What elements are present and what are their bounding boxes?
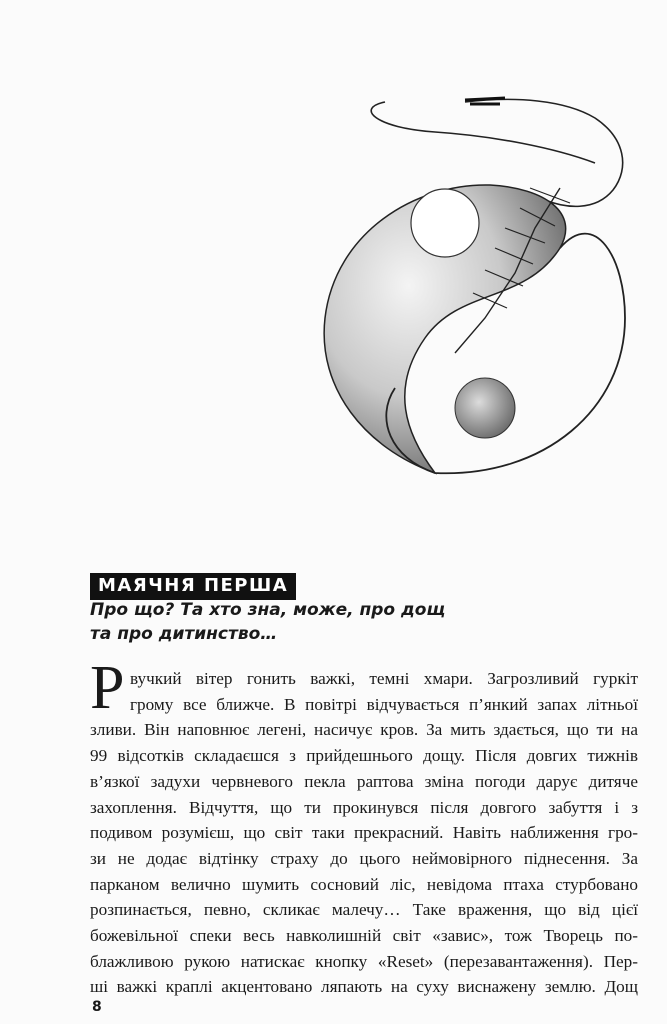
text-line: 99 відсотків складаєшся з прийдешнього дощу. Після довгих тижнів bbox=[90, 746, 638, 766]
text-line: подивом розумієш, що світ таки прекрасний. Навіть наближення гро- bbox=[90, 823, 638, 843]
drop-cap: Р bbox=[90, 654, 125, 722]
subtitle-line: Про що? Та хто зна, може, про дощ bbox=[90, 600, 446, 620]
text-line: грому все ближче. В повітрі відчувається п’янкий запах літньої bbox=[130, 694, 638, 714]
yin-light-dot bbox=[411, 189, 479, 257]
text-line: в’язкої задухи червневого пекла раптова зміна погоди дарує дитяче bbox=[90, 771, 638, 791]
text-line: захоплення. Відчуття, що ти прокинувся після довгого забуття і з bbox=[90, 797, 638, 817]
text-line: зливи. Він наповнює легені, насичує кров. За мить здається, що ти на bbox=[90, 720, 638, 740]
text-line: зи не додає відтінку страху до цього неймовірного піднесення. За bbox=[90, 848, 638, 868]
text-line: вучкий вітер гонить важкі, темні хмари. Загрозливий гуркіт bbox=[130, 669, 638, 688]
text-line: божевільної спеки весь навколишній світ «завис», тож Творець по- bbox=[90, 926, 638, 946]
yang-dark-dot bbox=[455, 378, 515, 438]
text-line: ші важкі краплі акцентовано ляпають на суху виснажену землю. Дощ bbox=[90, 977, 638, 997]
text-line: розпинається, певно, скликає малечу… Таке враження, що від цієї bbox=[90, 900, 638, 920]
text-line: парканом велично шумить сосновий ліс, невідома птаха стурбовано bbox=[90, 874, 638, 894]
page-number: 8 bbox=[92, 999, 102, 1015]
subtitle-line: та про дитинство… bbox=[90, 624, 278, 644]
chapter-subtitle bbox=[90, 598, 610, 646]
yin-yang-illustration bbox=[295, 88, 645, 488]
body-text bbox=[90, 654, 638, 1000]
chapter-heading: МАЯЧНЯ ПЕРША bbox=[90, 573, 296, 600]
text-line: блажливою рукою натискає кнопку «Reset» (перезавантаження). Пер- bbox=[90, 951, 638, 971]
